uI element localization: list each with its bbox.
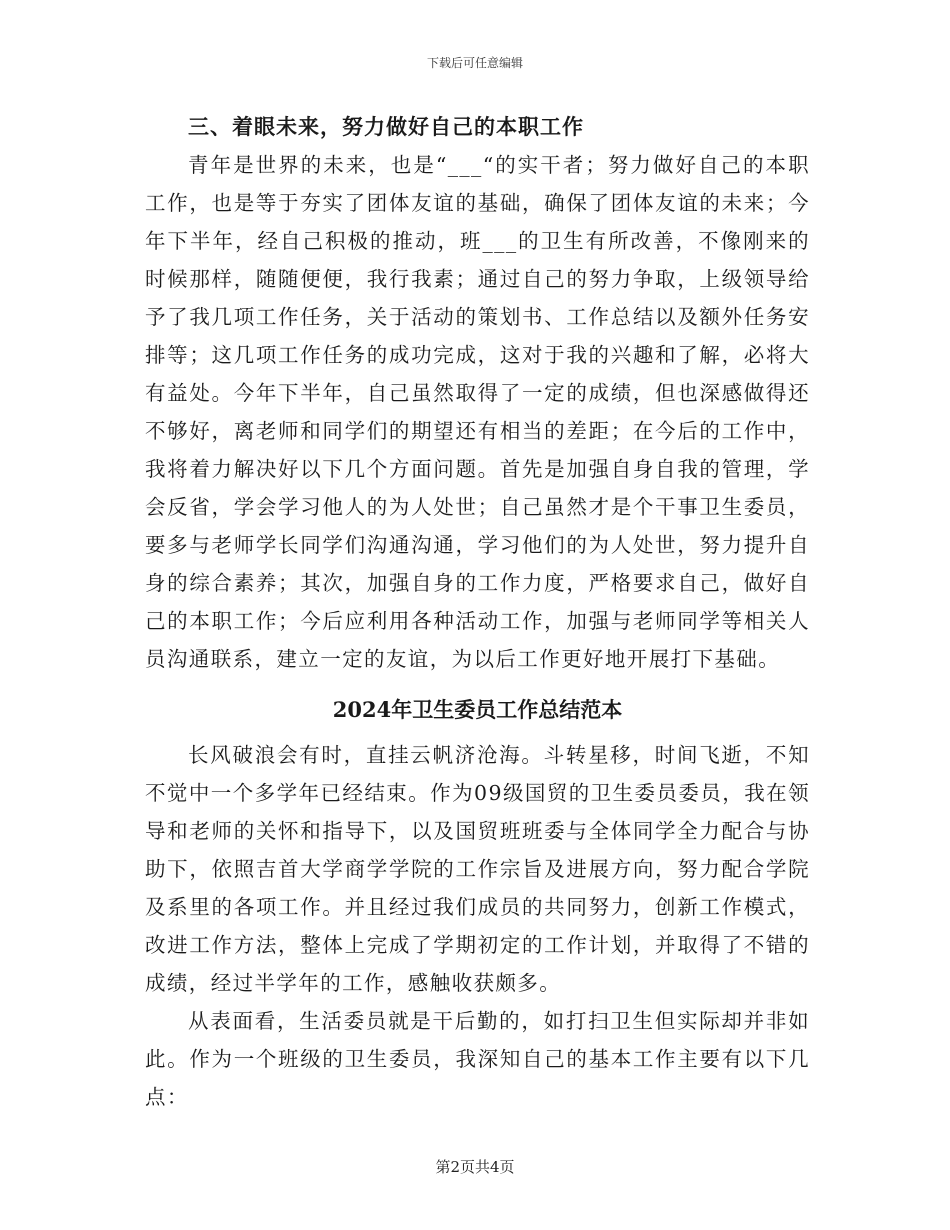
header-note: 下载后可任意编辑 [426, 56, 523, 70]
page-footer: 第2页共4页 [435, 1158, 515, 1176]
body-paragraph-1: 长风破浪会有时，直挂云帆济沧海。斗转星移，时间飞逝，不知不觉中一个多学年已经结束。作为09级国贸的卫生委员委员，我在领导和老师的关怀和指导下，以及国贸班班委与全体同学全力配合与协助下，依照吉首大学商学学院的工作宗旨及进展方向，努力配合学院及系里的各项工作。并且经过我们成员的共同努力，创新工作模式，改进工作方法，整体上完成了学期初定的工作计划，并取得了不错的成绩，经过半学年的工作，感触收获颇多。 [145, 743, 810, 995]
body-paragraph-2: 从表面看，生活委员就是干后勤的，如打扫卫生但实际却并非如此。作为一个班级的卫生委员，我深知自己的基本工作主要有以下几点： [145, 1009, 810, 1109]
document-body [145, 108, 810, 1116]
document-title: 2024年卫生委员工作总结范本 [332, 697, 623, 722]
section-heading: 三、着眼未来，努力做好自己的本职工作 [188, 114, 584, 139]
section-paragraph: 青年是世界的未来，也是“___“的实干者；努力做好自己的本职工作，也是等于夯实了团体友谊的基础，确保了团体友谊的未来；今年下半年，经自己积极的推动，班___的卫生有所改善，不像刚来的时候那样，随随便便，我行我素；通过自己的努力争取，上级领导给予了我几项工作任务，关于活动的策划书、工作总结以及额外任务安排等；这几项工作任务的成功完成，这对于我的兴趣和了解，必将大有益处。今年下半年，自己虽然取得了一定的成绩，但也深感做得还不够好，离老师和同学们的期望还有相当的差距；在今后的工作中，我将着力解决好以下几个方面问题。首先是加强自身自我的管理，学会反省，学会学习他人的为人处世；自己虽然才是个干事卫生委员，要多与老师学长同学们沟通沟通，学习他们的为人处世，努力提升自身的综合素养；其次，加强自身的工作力度，严格要求自己，做好自己的本职工作；今后应利用各种活动工作，加强与老师同学等相关人员沟通联系，建立一定的友谊，为以后工作更好地开展打下基础。 [145, 153, 810, 671]
